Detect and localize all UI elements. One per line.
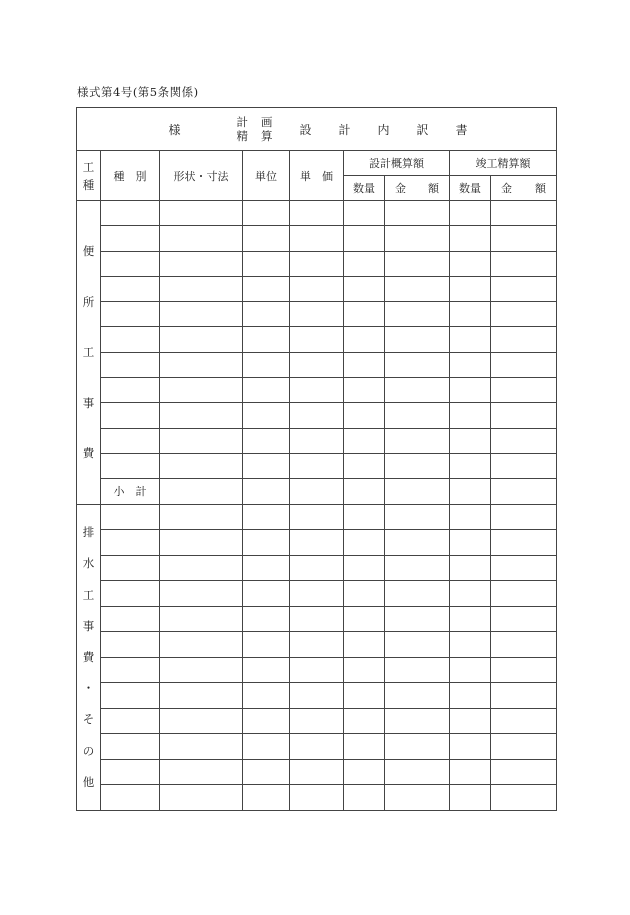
table-cell xyxy=(344,708,385,734)
table-cell xyxy=(290,759,344,785)
table-cell xyxy=(101,352,160,377)
title-top-line: 計画 xyxy=(236,115,286,129)
table-cell xyxy=(450,453,491,478)
table-cell xyxy=(101,403,160,428)
table-row xyxy=(77,403,557,428)
table-cell xyxy=(491,276,557,301)
table-row xyxy=(77,276,557,301)
table-cell xyxy=(101,581,160,607)
table-cell xyxy=(344,327,385,352)
table-cell xyxy=(243,226,290,251)
header-amount-left: 金 xyxy=(395,182,406,195)
title-bottom-line: 精算 xyxy=(236,129,286,143)
section-label-char: 事 xyxy=(82,618,95,633)
table-cell xyxy=(101,504,160,530)
table-cell xyxy=(450,302,491,327)
table-cell xyxy=(491,352,557,377)
section-label-char: 事 xyxy=(82,395,95,410)
title-char: 計 xyxy=(338,122,351,137)
table-row xyxy=(77,555,557,581)
table-row xyxy=(77,251,557,276)
table-cell xyxy=(160,403,243,428)
table-cell xyxy=(385,708,450,734)
table-cell xyxy=(344,530,385,556)
table-cell xyxy=(160,734,243,760)
table-cell xyxy=(243,479,290,504)
table-cell xyxy=(101,785,160,811)
section-label-char: 工 xyxy=(82,587,95,602)
header-unit-price: 単 価 xyxy=(290,151,344,201)
table-cell xyxy=(450,327,491,352)
table-cell xyxy=(290,453,344,478)
table-cell xyxy=(344,276,385,301)
section-label-char: ・ xyxy=(82,681,95,696)
table-row xyxy=(77,428,557,453)
table-cell xyxy=(243,327,290,352)
header-unit: 単位 xyxy=(243,151,290,201)
table-cell xyxy=(290,632,344,658)
table-cell xyxy=(344,606,385,632)
table-cell xyxy=(385,428,450,453)
table-cell xyxy=(290,428,344,453)
table-cell xyxy=(243,759,290,785)
table-cell xyxy=(101,276,160,301)
table-cell xyxy=(344,504,385,530)
table-cell xyxy=(491,504,557,530)
table-cell xyxy=(344,226,385,251)
table-cell xyxy=(344,479,385,504)
table-row xyxy=(77,683,557,709)
table-cell xyxy=(243,581,290,607)
section-label-char: 排 xyxy=(82,525,95,540)
table-cell xyxy=(385,226,450,251)
table-cell xyxy=(160,759,243,785)
table-cell xyxy=(450,428,491,453)
table-cell xyxy=(101,657,160,683)
table-cell xyxy=(491,453,557,478)
header-amount-right: 額 xyxy=(535,182,547,195)
title-char: 設 xyxy=(299,122,312,137)
table-cell xyxy=(290,657,344,683)
title-prefix: 様 xyxy=(168,122,182,137)
table-cell xyxy=(160,276,243,301)
table-cell xyxy=(385,657,450,683)
table-cell xyxy=(101,734,160,760)
design-breakdown-table xyxy=(76,107,557,811)
table-cell xyxy=(160,683,243,709)
table-cell xyxy=(344,785,385,811)
table-cell xyxy=(160,251,243,276)
table-cell xyxy=(160,453,243,478)
table-row xyxy=(77,581,557,607)
table-cell xyxy=(491,201,557,226)
table-cell xyxy=(290,327,344,352)
table-cell xyxy=(450,555,491,581)
table-cell xyxy=(385,632,450,658)
table-cell xyxy=(385,555,450,581)
section-label-char: 費 xyxy=(82,446,95,461)
table-cell xyxy=(344,251,385,276)
table-cell xyxy=(385,251,450,276)
table-cell xyxy=(290,504,344,530)
table-cell xyxy=(450,530,491,556)
table-cell xyxy=(491,327,557,352)
table-cell xyxy=(290,352,344,377)
table-cell xyxy=(101,251,160,276)
table-cell xyxy=(243,428,290,453)
table-cell xyxy=(344,378,385,403)
table-cell xyxy=(101,428,160,453)
table-cell xyxy=(344,657,385,683)
table-cell xyxy=(290,201,344,226)
section-label-char: 他 xyxy=(82,774,95,789)
table-cell xyxy=(385,378,450,403)
title-plan-settlement xyxy=(223,115,285,143)
table-cell xyxy=(385,734,450,760)
table-cell xyxy=(385,276,450,301)
table-cell xyxy=(491,479,557,504)
table-cell xyxy=(450,708,491,734)
table-cell xyxy=(243,683,290,709)
table-cell xyxy=(491,657,557,683)
table-row xyxy=(77,453,557,478)
table-cell xyxy=(101,759,160,785)
header-construction-type-char: 種 xyxy=(82,177,95,192)
table-cell xyxy=(160,785,243,811)
table-cell xyxy=(243,352,290,377)
header-quantity: 数量 xyxy=(344,176,385,201)
header-completion-settlement: 竣工精算額 xyxy=(450,151,557,176)
table-cell xyxy=(344,734,385,760)
table-cell xyxy=(290,734,344,760)
table-cell xyxy=(385,785,450,811)
table-cell xyxy=(450,479,491,504)
table-cell xyxy=(243,530,290,556)
table-cell xyxy=(450,403,491,428)
table-cell xyxy=(243,657,290,683)
table-cell xyxy=(491,530,557,556)
table-cell xyxy=(491,302,557,327)
table-cell xyxy=(243,734,290,760)
table-cell xyxy=(450,632,491,658)
table-cell xyxy=(491,226,557,251)
table-row xyxy=(77,302,557,327)
table-row xyxy=(77,530,557,556)
table-row xyxy=(77,657,557,683)
table-row xyxy=(77,504,557,530)
table-cell xyxy=(160,201,243,226)
section-label-char: 費 xyxy=(82,650,95,665)
table-cell xyxy=(160,378,243,403)
table-cell xyxy=(160,479,243,504)
header-amount xyxy=(491,176,557,201)
table-cell xyxy=(101,708,160,734)
table-cell xyxy=(491,251,557,276)
table-cell xyxy=(385,581,450,607)
table-cell xyxy=(491,734,557,760)
table-row xyxy=(77,734,557,760)
section-label xyxy=(77,201,101,505)
form-caption: 様式第4号(第5条関係) xyxy=(77,85,199,99)
table-row xyxy=(77,352,557,377)
table-cell xyxy=(344,403,385,428)
table-cell xyxy=(491,606,557,632)
header-quantity: 数量 xyxy=(450,176,491,201)
header-amount-left: 金 xyxy=(501,182,512,195)
table-cell xyxy=(243,606,290,632)
table-row xyxy=(77,479,557,504)
table-cell xyxy=(243,708,290,734)
table-cell xyxy=(385,683,450,709)
table-cell xyxy=(160,708,243,734)
table-cell xyxy=(101,302,160,327)
table-cell xyxy=(450,201,491,226)
table-cell xyxy=(344,428,385,453)
table-cell xyxy=(450,581,491,607)
table-cell xyxy=(344,453,385,478)
table-cell xyxy=(450,785,491,811)
table-cell xyxy=(344,683,385,709)
table-cell xyxy=(491,581,557,607)
table-cell xyxy=(385,327,450,352)
table-cell xyxy=(344,302,385,327)
table-cell xyxy=(243,453,290,478)
table-cell xyxy=(290,403,344,428)
table-cell xyxy=(160,352,243,377)
table-cell xyxy=(290,683,344,709)
table-cell xyxy=(290,378,344,403)
document-title xyxy=(77,108,557,151)
table-cell xyxy=(160,530,243,556)
table-cell xyxy=(243,201,290,226)
section-label-char: の xyxy=(82,743,95,758)
table-cell xyxy=(290,276,344,301)
table-cell xyxy=(344,555,385,581)
table-cell xyxy=(385,453,450,478)
table-cell xyxy=(290,555,344,581)
title-char: 訳 xyxy=(416,122,429,137)
table-cell xyxy=(385,403,450,428)
table-cell xyxy=(491,378,557,403)
table-cell xyxy=(450,352,491,377)
table-cell xyxy=(491,428,557,453)
table-cell xyxy=(101,378,160,403)
table-cell xyxy=(344,201,385,226)
table-cell xyxy=(101,606,160,632)
table-cell xyxy=(160,327,243,352)
header-construction-type-char: 工 xyxy=(82,159,95,174)
table-cell xyxy=(160,657,243,683)
table-row xyxy=(77,708,557,734)
table-cell xyxy=(160,226,243,251)
table-cell xyxy=(450,759,491,785)
header-category: 種 別 xyxy=(101,151,160,201)
table-cell xyxy=(290,226,344,251)
table-cell xyxy=(101,632,160,658)
table-cell xyxy=(290,302,344,327)
header-shape-size: 形状・寸法 xyxy=(160,151,243,201)
table-cell xyxy=(344,581,385,607)
table-cell xyxy=(491,403,557,428)
table-cell xyxy=(101,555,160,581)
header-amount xyxy=(385,176,450,201)
table-cell xyxy=(290,479,344,504)
table-cell xyxy=(243,632,290,658)
table-cell xyxy=(491,759,557,785)
table-cell xyxy=(101,226,160,251)
table-cell xyxy=(243,302,290,327)
table-cell xyxy=(491,683,557,709)
table-cell xyxy=(450,226,491,251)
table-cell xyxy=(243,403,290,428)
table-cell xyxy=(243,378,290,403)
table-cell xyxy=(160,606,243,632)
subtotal-label: 小 計 xyxy=(101,479,160,504)
table-cell xyxy=(290,581,344,607)
table-cell xyxy=(101,530,160,556)
table-row xyxy=(77,606,557,632)
table-row xyxy=(77,378,557,403)
section-label-char: そ xyxy=(82,712,95,727)
table-cell xyxy=(243,785,290,811)
header-construction-type xyxy=(77,151,101,201)
table-cell xyxy=(243,555,290,581)
table-cell xyxy=(450,378,491,403)
table-cell xyxy=(243,251,290,276)
table-cell xyxy=(450,251,491,276)
table-cell xyxy=(243,276,290,301)
table-row xyxy=(77,226,557,251)
table-row xyxy=(77,201,557,226)
table-cell xyxy=(450,504,491,530)
table-cell xyxy=(450,276,491,301)
table-cell xyxy=(385,201,450,226)
table-row xyxy=(77,785,557,811)
table-cell xyxy=(160,504,243,530)
section-label-char: 便 xyxy=(82,244,95,259)
section-label-char: 所 xyxy=(82,294,95,309)
table-cell xyxy=(344,352,385,377)
table-cell xyxy=(491,632,557,658)
table-cell xyxy=(385,479,450,504)
table-row xyxy=(77,632,557,658)
table-cell xyxy=(101,453,160,478)
table-cell xyxy=(491,785,557,811)
table-cell xyxy=(450,606,491,632)
table-cell xyxy=(385,606,450,632)
table-cell xyxy=(385,530,450,556)
table-row xyxy=(77,327,557,352)
table-cell xyxy=(385,759,450,785)
header-amount-right: 額 xyxy=(428,182,439,195)
table-cell xyxy=(385,302,450,327)
table-cell xyxy=(243,504,290,530)
table-cell xyxy=(344,632,385,658)
table-cell xyxy=(290,251,344,276)
table-cell xyxy=(290,785,344,811)
table-cell xyxy=(450,734,491,760)
table-cell xyxy=(160,632,243,658)
table-cell xyxy=(290,530,344,556)
title-rest xyxy=(299,121,494,138)
table-cell xyxy=(290,606,344,632)
table-cell xyxy=(450,683,491,709)
table-cell xyxy=(344,759,385,785)
table-cell xyxy=(491,555,557,581)
table-cell xyxy=(385,352,450,377)
table-cell xyxy=(385,504,450,530)
section-label-char: 工 xyxy=(82,345,95,360)
table-cell xyxy=(450,657,491,683)
section-label xyxy=(77,504,101,810)
table-cell xyxy=(160,302,243,327)
table-cell xyxy=(160,428,243,453)
table-cell xyxy=(101,327,160,352)
header-design-estimate: 設計概算額 xyxy=(344,151,450,176)
title-char: 内 xyxy=(377,122,390,137)
table-cell xyxy=(160,555,243,581)
table-cell xyxy=(290,708,344,734)
section-label-char: 水 xyxy=(82,556,95,571)
title-char: 書 xyxy=(455,122,468,137)
table-cell xyxy=(101,683,160,709)
table-cell xyxy=(160,581,243,607)
table-row xyxy=(77,759,557,785)
table-cell xyxy=(491,708,557,734)
table-cell xyxy=(101,201,160,226)
